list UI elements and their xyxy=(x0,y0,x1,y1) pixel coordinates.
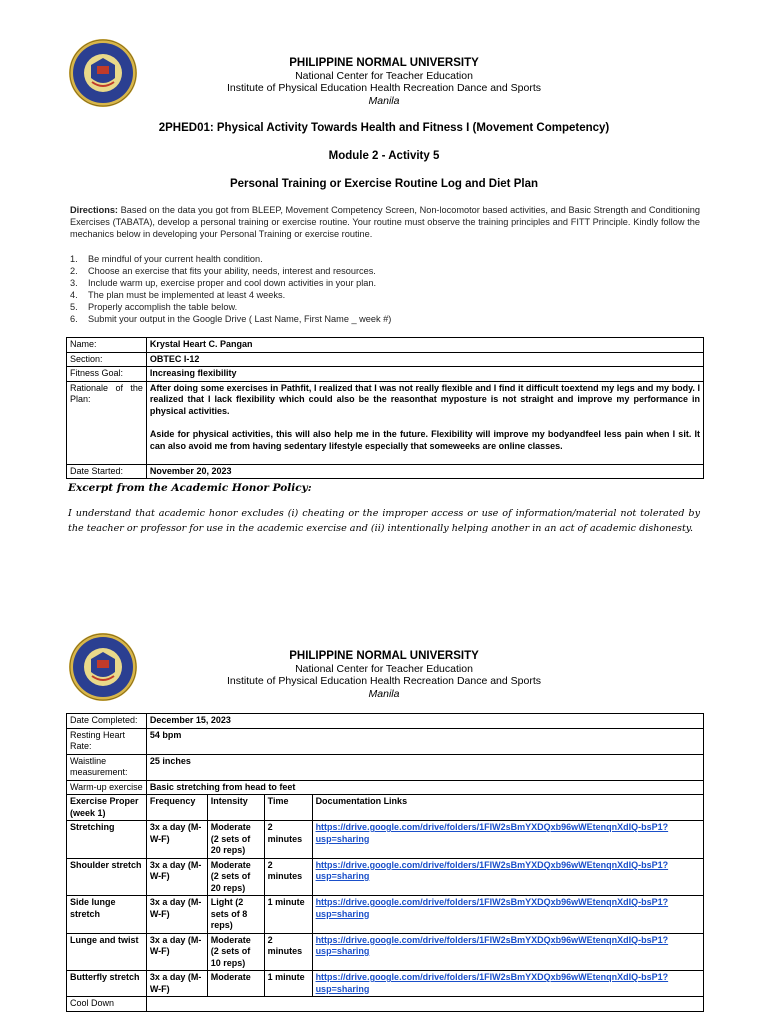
table-row xyxy=(67,971,704,997)
profile-table xyxy=(66,337,704,479)
list-text: Submit your output in the Google Drive ( Last Name, First Name _ week #) xyxy=(88,314,392,324)
time-cell: 1 minute xyxy=(264,971,312,997)
link-cell xyxy=(312,821,703,859)
list-text: Include warm up, exercise proper and cool down activities in your plan. xyxy=(88,278,377,288)
cooldown-label: Cool Down xyxy=(67,997,147,1012)
intensity-cell: Moderate (2 sets of 10 reps) xyxy=(207,933,264,971)
time-header: Time xyxy=(264,795,312,821)
exercise-header: Exercise Proper (week 1) xyxy=(67,795,147,821)
list-item xyxy=(70,277,700,289)
university-institute: Institute of Physical Education Health Recreation Dance and Sports xyxy=(226,675,541,687)
instructions-list xyxy=(70,253,700,325)
link-cell xyxy=(312,933,703,971)
table-row xyxy=(67,714,704,729)
documentation-link[interactable]: https://drive.google.com/drive/folders/1FIW2sBmYXDQxb96wWEtenqnXdIQ-bsP1?usp=sharing xyxy=(315,934,669,956)
exercise-cell: Lunge and twist xyxy=(67,933,147,971)
table-row xyxy=(67,896,704,934)
frequency-cell: 3x a day (M-W-F) xyxy=(146,821,207,859)
rationale-paragraph-2: Aside for physical activities, this will also help me in the future. Flexibility will improve my bodyandfeel less pain when I sit. It can also avoid me from having sedentary lifestyle especially that someweeks are online classes. xyxy=(149,429,700,451)
university-center: National Center for Teacher Education xyxy=(295,662,473,675)
section-label: Section: xyxy=(67,352,147,367)
table-row xyxy=(67,997,704,1012)
waistline-label: Waistline measurement: xyxy=(67,754,147,780)
table-row xyxy=(67,338,704,353)
list-number: 2. xyxy=(70,266,78,276)
rationale-paragraph-1: After doing some exercises in Pathfit, I realized that I was not really flexible and I find it difficult toextend my legs and my body. I realized that I lack flexibility which could also be the reasonthat myposture is not straight and improve my performance in physical activities. xyxy=(149,382,700,416)
intensity-cell: Moderate (2 sets of 20 reps) xyxy=(207,858,264,896)
list-text: Choose an exercise that fits your ability, needs, interest and resources. xyxy=(88,266,376,276)
intensity-cell: Moderate xyxy=(207,971,264,997)
time-cell: 1 minute xyxy=(264,896,312,934)
frequency-cell: 3x a day (M-W-F) xyxy=(146,896,207,934)
intensity-cell: Moderate (2 sets of 20 reps) xyxy=(207,821,264,859)
honor-policy-title: Excerpt from the Academic Honor Policy: xyxy=(68,482,312,494)
table-row xyxy=(67,464,704,479)
exercise-cell: Butterfly stretch xyxy=(67,971,147,997)
date-started-value: November 20, 2023 xyxy=(146,464,703,479)
warmup-label: Warm-up exercise xyxy=(67,780,147,795)
table-row xyxy=(67,933,704,971)
list-number: 5. xyxy=(70,302,78,312)
link-cell xyxy=(312,858,703,896)
section-value: OBTEC I-12 xyxy=(146,352,703,367)
list-item xyxy=(70,265,700,277)
table-row xyxy=(67,754,704,780)
link-cell xyxy=(312,896,703,934)
directions-paragraph xyxy=(70,204,700,240)
list-number: 1. xyxy=(70,254,78,264)
frequency-cell: 3x a day (M-W-F) xyxy=(146,858,207,896)
exercise-cell: Stretching xyxy=(67,821,147,859)
activity-title: Personal Training or Exercise Routine Log and Diet Plan xyxy=(229,178,538,190)
directions-text: Based on the data you got from BLEEP, Movement Competency Screen, Non-locomotor based activities, and Basic Strength and Conditioning Exercises (TABATA), develop a personal training or exercise routine. Your routine must observe the training principles and FITT Principle. Kindly follow the mechanics below in developing your Personal Training or exercise routine. xyxy=(70,205,700,239)
university-city: Manila xyxy=(368,687,400,700)
documentation-link[interactable]: https://drive.google.com/drive/folders/1FIW2sBmYXDQxb96wWEtenqnXdIQ-bsP1?usp=sharing xyxy=(315,822,669,844)
name-value: Krystal Heart C. Pangan xyxy=(146,338,703,353)
table-row xyxy=(67,381,704,464)
honor-policy-text: I understand that academic honor excludes (i) cheating or the improper access or use of information/material not tolerated by the teacher or professor for use in the academic exercise and (ii) intentionally helping another in an act of academic dishonesty. xyxy=(68,508,700,534)
time-cell: 2 minutes xyxy=(264,933,312,971)
intensity-header: Intensity xyxy=(207,795,264,821)
university-city: Manila xyxy=(368,94,400,107)
warmup-value: Basic stretching from head to feet xyxy=(146,780,703,795)
documentation-link[interactable]: https://drive.google.com/drive/folders/1FIW2sBmYXDQxb96wWEtenqnXdIQ-bsP1?usp=sharing xyxy=(315,859,669,881)
time-cell: 2 minutes xyxy=(264,821,312,859)
resting-hr-value: 54 bpm xyxy=(146,728,703,754)
frequency-cell: 3x a day (M-W-F) xyxy=(146,971,207,997)
cooldown-value xyxy=(146,997,703,1012)
date-started-label: Date Started: xyxy=(67,464,147,479)
list-number: 3. xyxy=(70,278,78,288)
list-item xyxy=(70,313,700,325)
rationale-label: Rationale of the Plan: xyxy=(67,381,147,464)
documentation-link[interactable]: https://drive.google.com/drive/folders/1FIW2sBmYXDQxb96wWEtenqnXdIQ-bsP1?usp=sharing xyxy=(315,972,669,994)
exercise-cell: Shoulder stretch xyxy=(67,858,147,896)
intensity-cell: Light (2 sets of 8 reps) xyxy=(207,896,264,934)
exercise-log-table xyxy=(66,713,704,1012)
university-center: National Center for Teacher Education xyxy=(295,69,473,82)
table-header-row xyxy=(67,795,704,821)
list-text: Properly accomplish the table below. xyxy=(88,302,238,312)
module-title: Module 2 - Activity 5 xyxy=(328,150,440,162)
list-item xyxy=(70,301,700,313)
university-name: PHILIPPINE NORMAL UNIVERSITY xyxy=(289,57,479,69)
link-cell xyxy=(312,971,703,997)
waistline-value: 25 inches xyxy=(146,754,703,780)
table-row xyxy=(67,352,704,367)
list-text: Be mindful of your current health condition. xyxy=(88,254,263,264)
links-header: Documentation Links xyxy=(312,795,703,821)
list-number: 6. xyxy=(70,314,78,324)
table-row xyxy=(67,728,704,754)
exercise-cell: Side lunge stretch xyxy=(67,896,147,934)
date-completed-value: December 15, 2023 xyxy=(146,714,703,729)
goal-value: Increasing flexibility xyxy=(146,367,703,382)
list-number: 4. xyxy=(70,290,78,300)
course-title: 2PHED01: Physical Activity Towards Health and Fitness I (Movement Competency) xyxy=(158,122,610,134)
list-item xyxy=(70,289,700,301)
name-label: Name: xyxy=(67,338,147,353)
university-header xyxy=(0,650,768,700)
date-completed-label: Date Completed: xyxy=(67,714,147,729)
table-row xyxy=(67,780,704,795)
table-row xyxy=(67,367,704,382)
documentation-link[interactable]: https://drive.google.com/drive/folders/1FIW2sBmYXDQxb96wWEtenqnXdIQ-bsP1?usp=sharing xyxy=(315,897,669,919)
frequency-cell: 3x a day (M-W-F) xyxy=(146,933,207,971)
directions-label: Directions: xyxy=(70,205,118,215)
goal-label: Fitness Goal: xyxy=(67,367,147,382)
university-institute: Institute of Physical Education Health Recreation Dance and Sports xyxy=(226,82,541,94)
list-item xyxy=(70,253,700,265)
frequency-header: Frequency xyxy=(146,795,207,821)
table-row xyxy=(67,821,704,859)
university-header xyxy=(0,57,768,107)
resting-hr-label: Resting Heart Rate: xyxy=(67,728,147,754)
rationale-value xyxy=(146,381,703,464)
table-row xyxy=(67,858,704,896)
list-text: The plan must be implemented at least 4 weeks. xyxy=(88,290,286,300)
university-name: PHILIPPINE NORMAL UNIVERSITY xyxy=(289,650,479,662)
time-cell: 2 minutes xyxy=(264,858,312,896)
